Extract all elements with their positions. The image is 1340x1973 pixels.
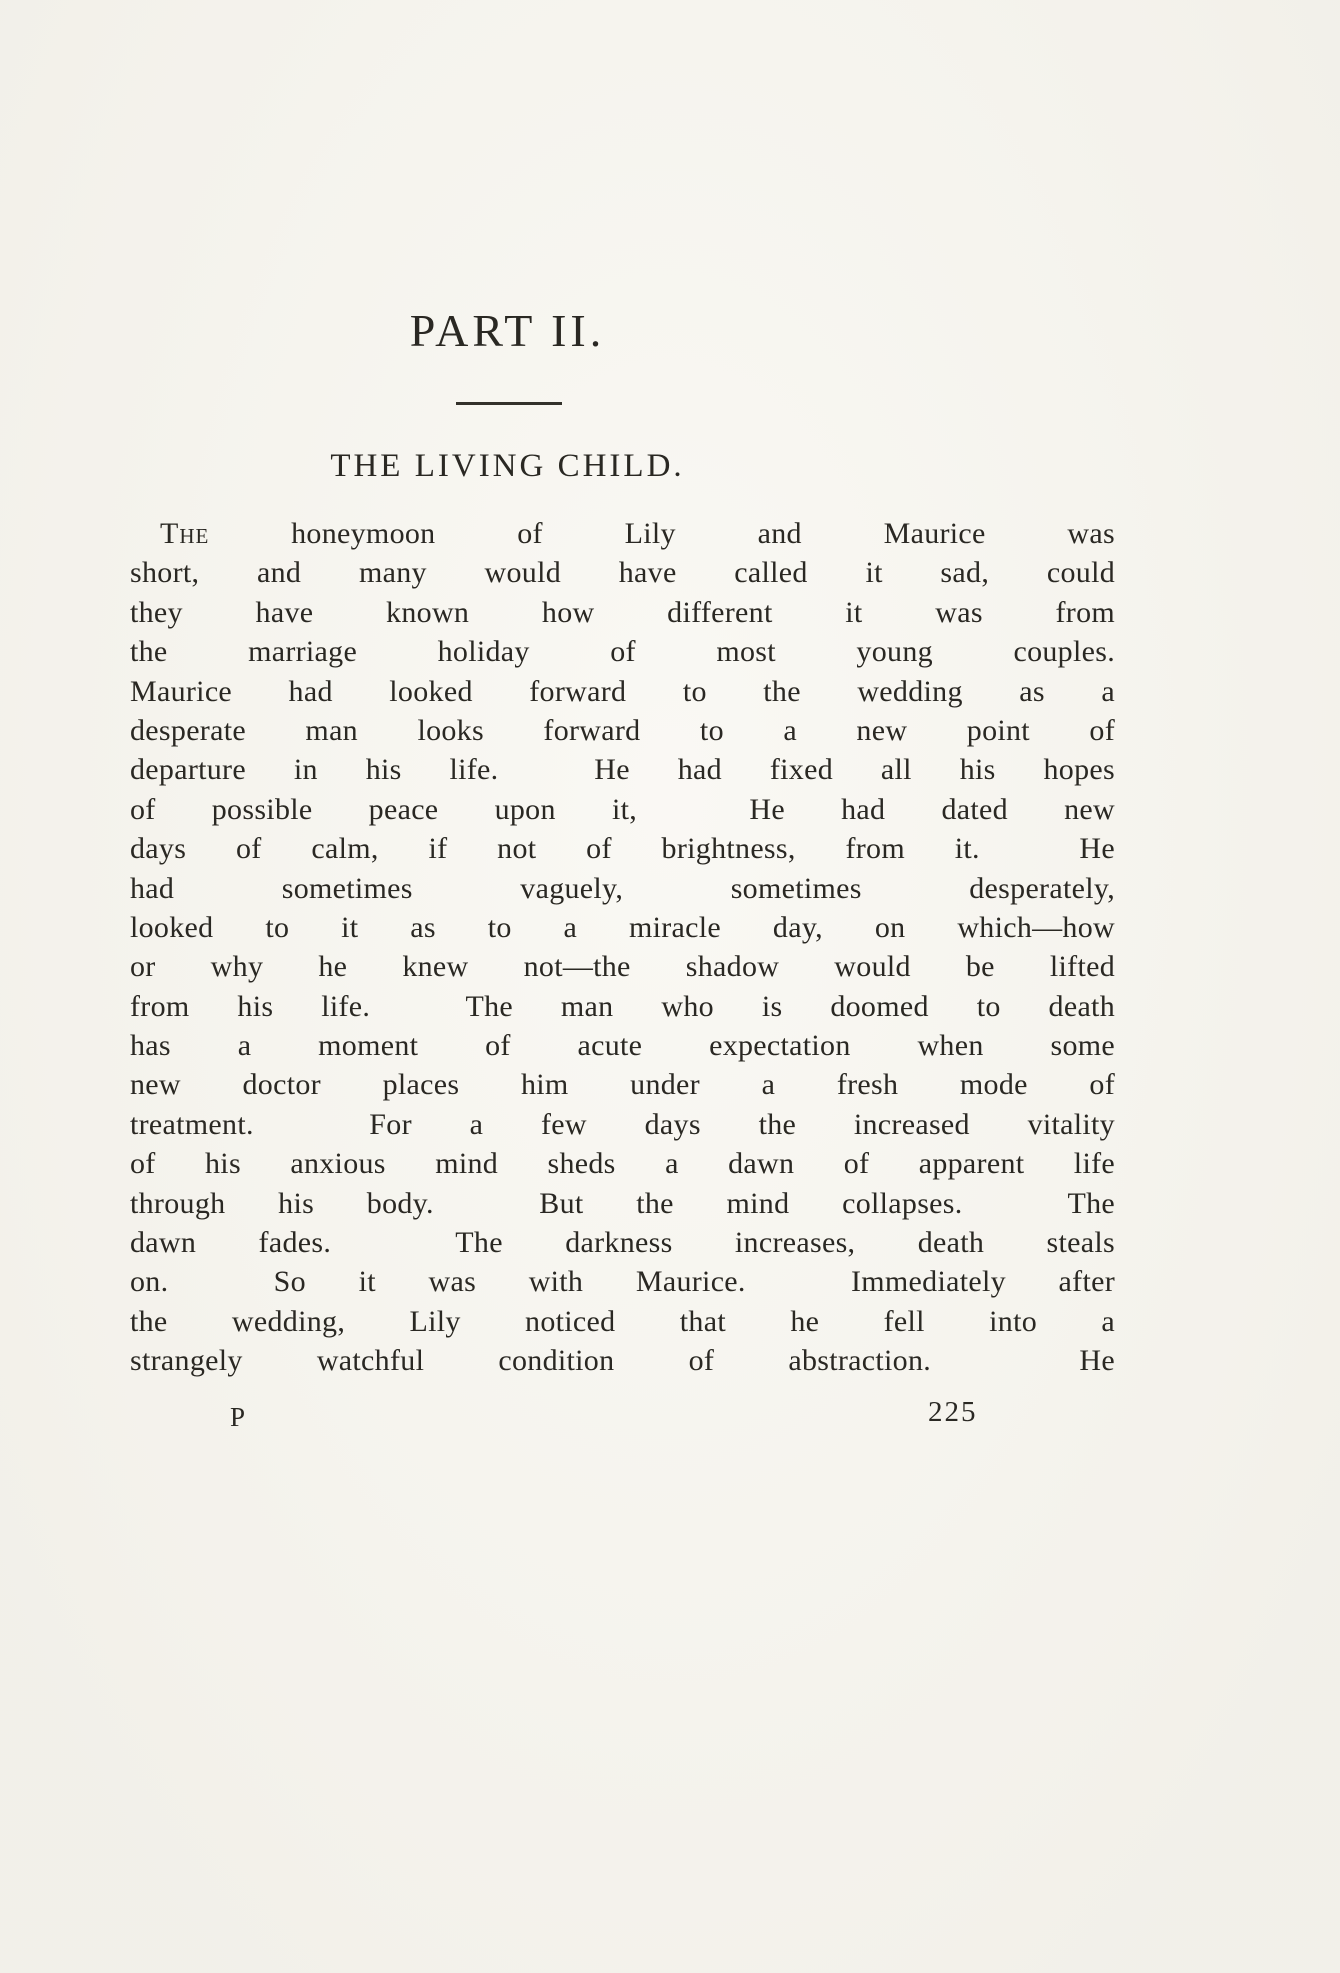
page-number: 225 xyxy=(928,1396,978,1428)
body-line: strangely watchful condition of abstraction. He xyxy=(130,1344,1115,1378)
body-line: new doctor places him under a fresh mode of xyxy=(130,1068,1115,1102)
body-line-text: honeymoon of Lily and Maurice was xyxy=(209,517,1115,550)
body-line: on. So it was with Maurice. Immediately after xyxy=(130,1265,1115,1299)
body-line xyxy=(130,514,1115,553)
section-divider-rule xyxy=(456,402,562,405)
body-line: treatment. For a few days the increased vitality xyxy=(130,1107,1115,1141)
body-line: the marriage holiday of most young couples. xyxy=(130,635,1115,669)
body-line: departure in his life. He had fixed all his hopes xyxy=(130,753,1115,787)
body-line: or why he knew not—the shadow would be lifted xyxy=(130,950,1115,984)
body-line: days of calm, if not of brightness, from it. He xyxy=(130,832,1115,866)
page-footer xyxy=(130,1396,1115,1436)
body-line: had sometimes vaguely, sometimes desperately, xyxy=(130,871,1115,905)
body-line: Maurice had looked forward to the wedding as a xyxy=(130,674,1115,708)
body-line: of possible peace upon it, He had dated new xyxy=(130,792,1115,826)
body-text xyxy=(130,514,1115,1381)
signature-mark: P xyxy=(230,1402,246,1432)
chapter-title: THE LIVING CHILD. xyxy=(330,448,685,484)
body-line: from his life. The man who is doomed to death xyxy=(130,989,1115,1023)
body-line: the wedding, Lily noticed that he fell into a xyxy=(130,1304,1115,1338)
body-line: short, and many would have called it sad, could xyxy=(130,556,1115,590)
body-line: desperate man looks forward to a new point of xyxy=(130,713,1115,747)
body-line: they have known how different it was from xyxy=(130,595,1115,629)
body-line: has a moment of acute expectation when some xyxy=(130,1029,1115,1063)
lead-word: The xyxy=(160,517,210,550)
body-line: of his anxious mind sheds a dawn of apparent life xyxy=(130,1147,1115,1181)
body-line: looked to it as to a miracle day, on which—how xyxy=(130,910,1115,944)
body-line: through his body. But the mind collapses. The xyxy=(130,1186,1115,1220)
part-title: PART II. xyxy=(409,305,606,356)
body-line: dawn fades. The darkness increases, death steals xyxy=(130,1226,1115,1260)
